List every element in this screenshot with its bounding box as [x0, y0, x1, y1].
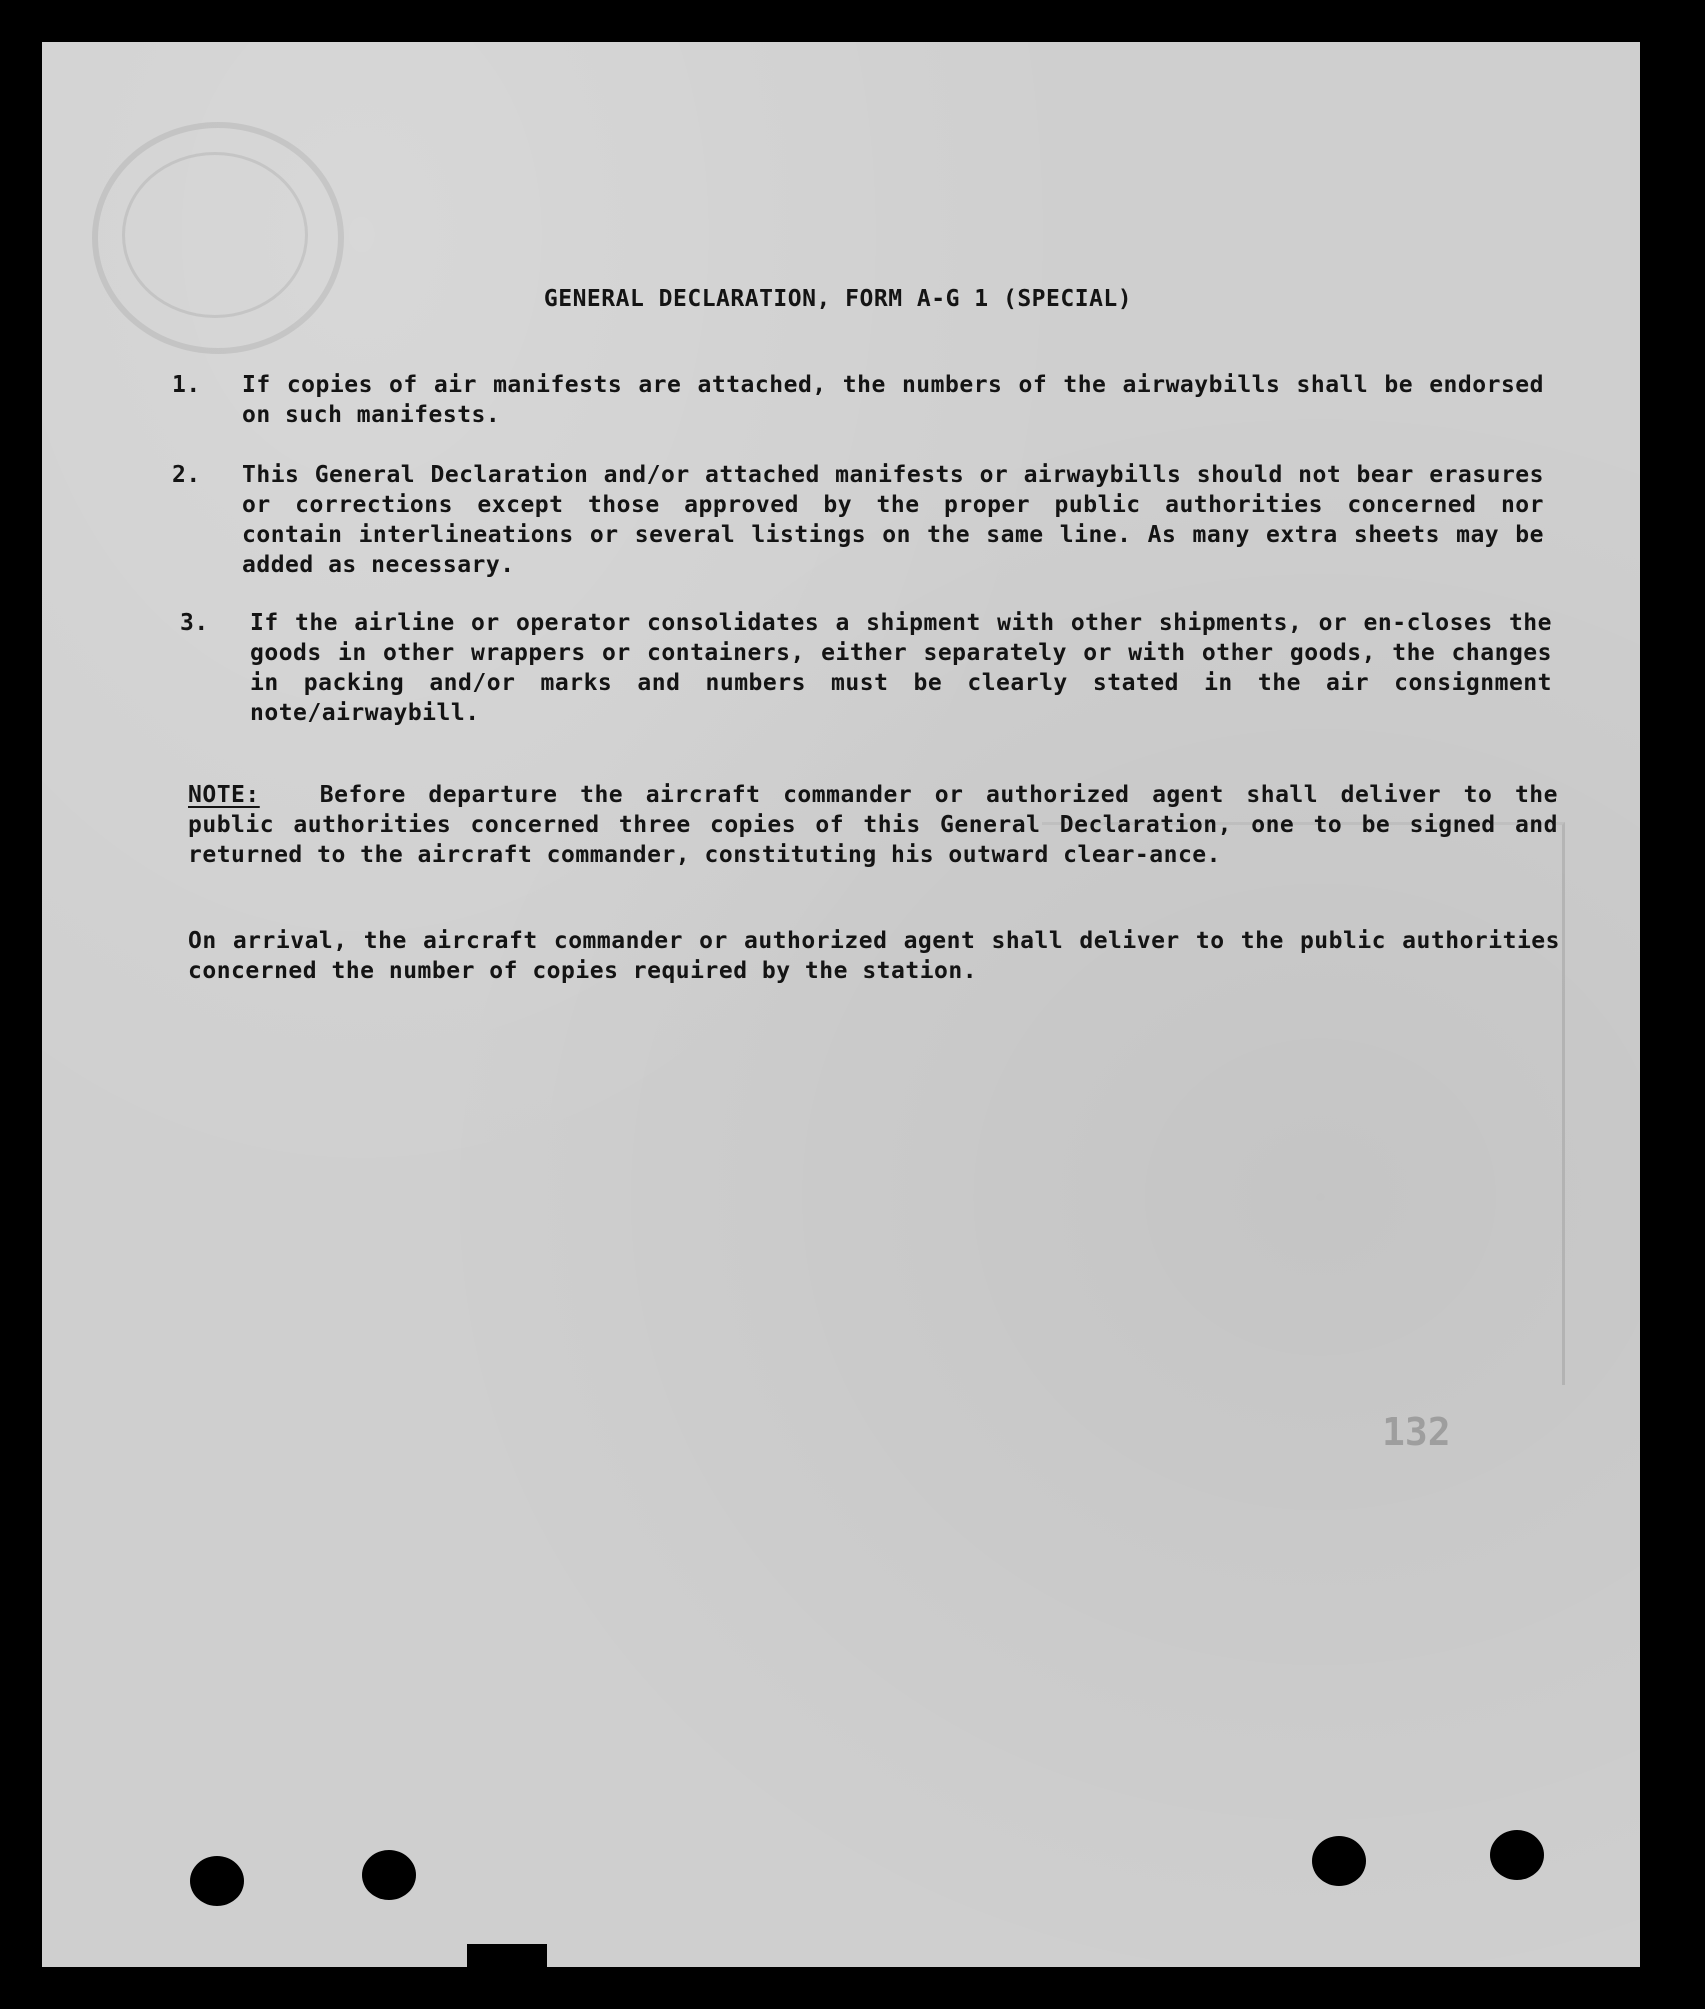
instruction-item-1 [172, 370, 1544, 430]
show-through-form-border [1042, 822, 1565, 1385]
item-number: 3. [180, 610, 209, 636]
note-text: Before departure the aircraft commander or authorized agent shall deliver to the public authorities concerned three copies of this General Declaration, one to be signed and returned to the aircraft commander, constituting his outward clear-ance. [188, 782, 1558, 868]
instruction-item-2 [172, 460, 1544, 580]
item-text: If copies of air manifests are attached, the numbers of the airwaybills shall be endorsed on such manifests. [242, 372, 1544, 428]
item-text: This General Declaration and/or attached manifests or airwaybills should not bear erasures or corrections except those approved by the proper public authorities concerned nor contain interlineations or several listings on the same line. As many extra sheets may be added as necessary. [242, 462, 1544, 578]
punch-hole [1312, 1836, 1366, 1886]
instruction-item-3 [180, 608, 1552, 728]
arrival-paragraph: On arrival, the aircraft commander or authorized agent shall deliver to the public authorities concerned the number of copies required by the station. [188, 928, 1560, 984]
punch-hole [190, 1856, 244, 1906]
item-text: If the airline or operator consolidates a shipment with other shipments, or en-closes the goods in other wrappers or containers, either separately or with other goods, the changes in packing and/or marks and numbers must be clearly stated in the air consignment note/airwaybill. [250, 610, 1552, 726]
show-through-number: 132 [1382, 1410, 1451, 1454]
item-number: 2. [172, 462, 201, 488]
punch-hole [362, 1850, 416, 1900]
punch-hole [1490, 1830, 1544, 1880]
item-number: 1. [172, 372, 201, 398]
note-label: NOTE: [188, 782, 260, 808]
torn-edge [467, 1944, 547, 1967]
document-title: GENERAL DECLARATION, FORM A-G 1 (SPECIAL) [543, 286, 1133, 312]
document-page [42, 42, 1640, 1967]
note-paragraph [188, 780, 1558, 870]
